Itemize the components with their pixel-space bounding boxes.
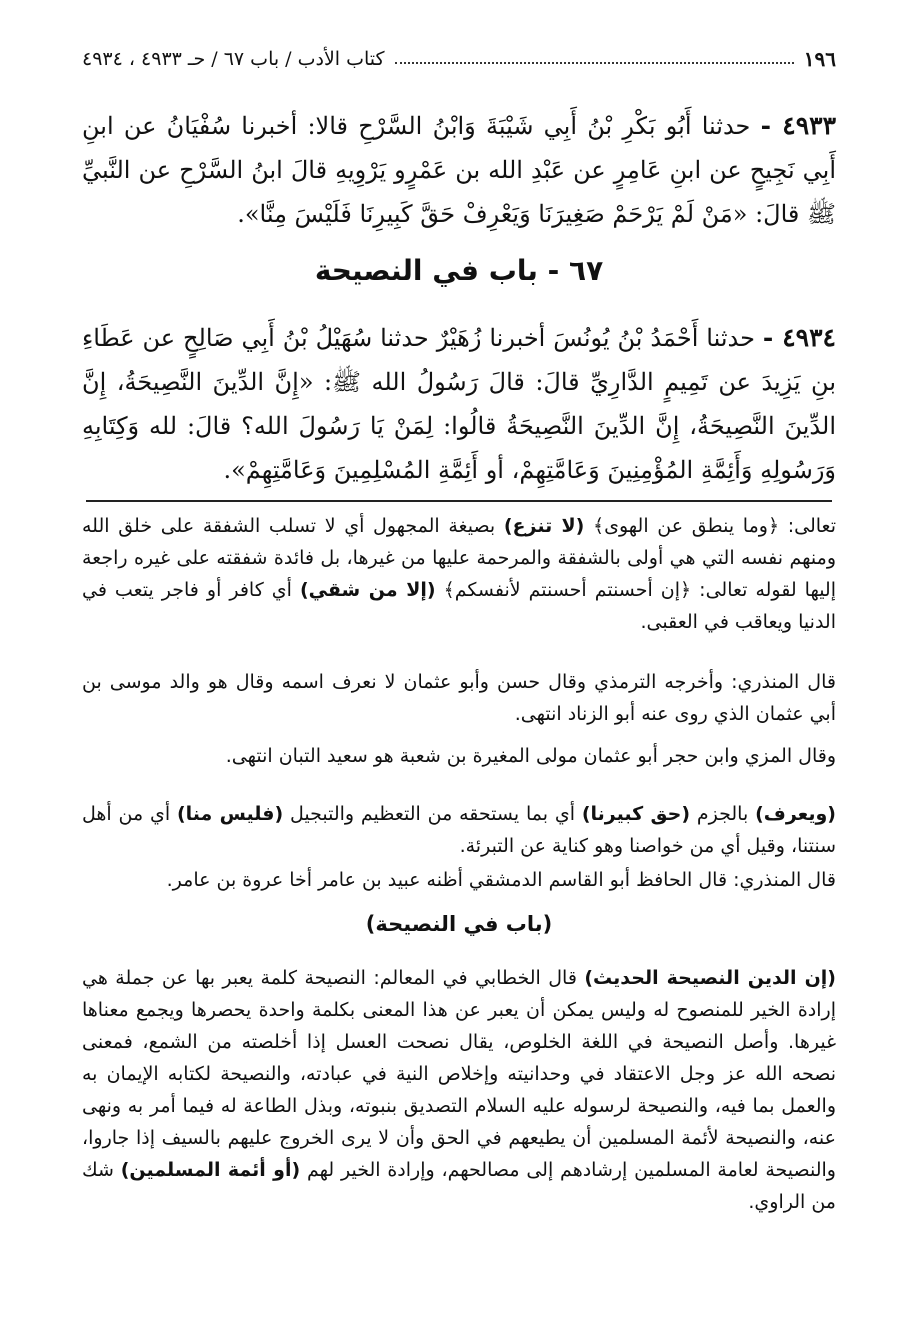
commentary-lemma: (إلا من شقي)	[299, 579, 436, 601]
commentary-text: قال المنذري: قال الحافظ أبو القاسم الدمشقي أظنه عبيد بن عامر أخا عروة بن عامر.	[166, 869, 836, 891]
header-dot-leader	[395, 62, 794, 64]
commentary-text: وقال المزي وابن حجر أبو عثمان مولى المغيرة بن شعبة هو سعيد التبان انتهى.	[225, 745, 836, 767]
hadith-number: ٤٩٣٤ -	[762, 323, 836, 352]
commentary-text: شك من الراوي.	[82, 1159, 836, 1213]
commentary-lemma: (أو أئمة المسلمين)	[120, 1159, 301, 1181]
commentary-text: قال المنذري: وأخرجه الترمذي وقال حسن وأبو عثمان لا نعرف اسمه وقال هو والد موسى بن أبي عثمان الذي روى عنه أبو الزناد انتهى.	[82, 671, 836, 725]
commentary-lemma: (فليس منا)	[176, 803, 284, 825]
hadith-number: ٤٩٣٣ -	[760, 111, 836, 140]
hadith-text: حدثنا أَبُو بَكْرِ بْنُ أَبِي شَيْبَةَ وَابْنُ السَّرْحِ قالا: أخبرنا سُفْيَانُ عن ابنِ أَبِي نَجِيحٍ عن ابنِ عَامِرٍ عن عَبْدِ الله بن عَمْرٍو يَرْوِيهِ قالَ ابنُ السَّرْحِ عن النَّبيِّ ﷺ قالَ: «مَنْ لَمْ يَرْحَمْ صَغِيرَنَا وَيَعْرِفْ حَقَّ كَبِيرِنَا فَلَيْسَ مِنَّا».	[82, 112, 836, 228]
commentary-text: تعالى: ﴿وما ينطق عن الهوى﴾	[584, 515, 836, 537]
commentary-lemma: (إن الدين النصيحة الحديث)	[584, 967, 836, 989]
commentary-text: أي كافر أو فاجر يتعب في الدنيا ويعاقب في العقبى.	[82, 579, 836, 633]
commentary-paragraph	[82, 666, 836, 730]
commentary-paragraph	[82, 962, 836, 1218]
running-title: كتاب الأدب / باب ٦٧ / حـ ٤٩٣٣ ، ٤٩٣٤	[82, 48, 385, 70]
commentary-text: أي بما يستحقه من التعظيم والتبجيل	[283, 803, 582, 825]
commentary-text: قال الخطابي في المعالم: النصيحة كلمة يعبر بها عن جملة هي إرادة الخير للمنصوح له وليس يمكن أن يعبر عن هذا المعنى بكلمة واحدة يحصرها ويجمع معناها غيرها. وأصل النصيحة في اللغة الخلوص، يقال نصحت العسل إذا أخلصته من الشمع، فمعنى نصحه الله عز وجل الاعتقاد في وحدانيته وإخلاص النية في عبادته، والنصيحة لكتابه الإيمان به والعمل بما فيه، والنصيحة لرسوله عليه السلام التصديق بنبوته، وبذل الطاعة له فيما أمر به ونهى عنه، والنصيحة لأئمة المسلمين أن يطيعهم في الحق وأن لا يرى الخروج عليهم بالسيف إذا جاروا، والنصيحة لعامة المسلمين إرشادهم إلى مصالحهم، وإرادة الخير لهم	[82, 967, 836, 1181]
footnote-divider	[86, 500, 832, 502]
page-number: ١٩٦	[803, 47, 836, 71]
commentary-text: بصيغة المجهول أي لا تسلب الشفقة على خلق الله ومنهم نفسه التي هي أولى بالشفقة والمرحمة عليها من غيرها، بل فائدة شفقته على غيره راجعة إليها لقوله تعالى: ﴿إن أحسنتم أحسنتم لأنفسكم﴾	[82, 515, 837, 601]
hadith-4933	[82, 104, 836, 236]
commentary-paragraph	[82, 740, 836, 772]
commentary-paragraph	[82, 864, 836, 896]
commentary-paragraph	[82, 510, 836, 638]
chapter-title: ٦٧ - باب في النصيحة	[314, 254, 604, 287]
page-header	[82, 42, 836, 76]
commentary-lemma: (حق كبيرنا)	[581, 803, 691, 825]
commentary-paragraph	[82, 798, 836, 862]
commentary-lemma: (ويعرف)	[755, 803, 836, 825]
commentary-text: بالجزم	[690, 803, 756, 825]
commentary-text: أي من أهل سنتنا، وقيل أي من خواصنا وهو كناية عن التبرئة.	[82, 803, 836, 857]
commentary-lemma: (لا تنزع)	[503, 515, 585, 537]
hadith-text: حدثنا أَحْمَدُ بْنُ يُونُسَ أخبرنا زُهَيْرٌ حدثنا سُهَيْلُ بْنُ أَبِي صَالِحٍ عن عَطَاءِ بنِ يَزِيدَ عن تَمِيمٍ الدَّارِيِّ قالَ: قالَ رَسُولُ الله ﷺ: «إِنَّ الدِّينَ النَّصِيحَةُ، إِنَّ الدِّينَ النَّصِيحَةُ، إِنَّ الدِّينَ النَّصِيحَةُ قالُوا: لِمَنْ يَا رَسُولَ الله؟ قالَ: لله وَكِتَابِهِ وَرَسُولِهِ وَأَئِمَّةِ المُؤْمِنِينَ وَعَامَّتِهِمْ، أو أَئِمَّةِ المُسْلِمِينَ وَعَامَّتِهِمْ».	[82, 324, 837, 484]
commentary-heading: (باب في النصيحة)	[365, 912, 553, 936]
hadith-4934	[82, 316, 836, 492]
